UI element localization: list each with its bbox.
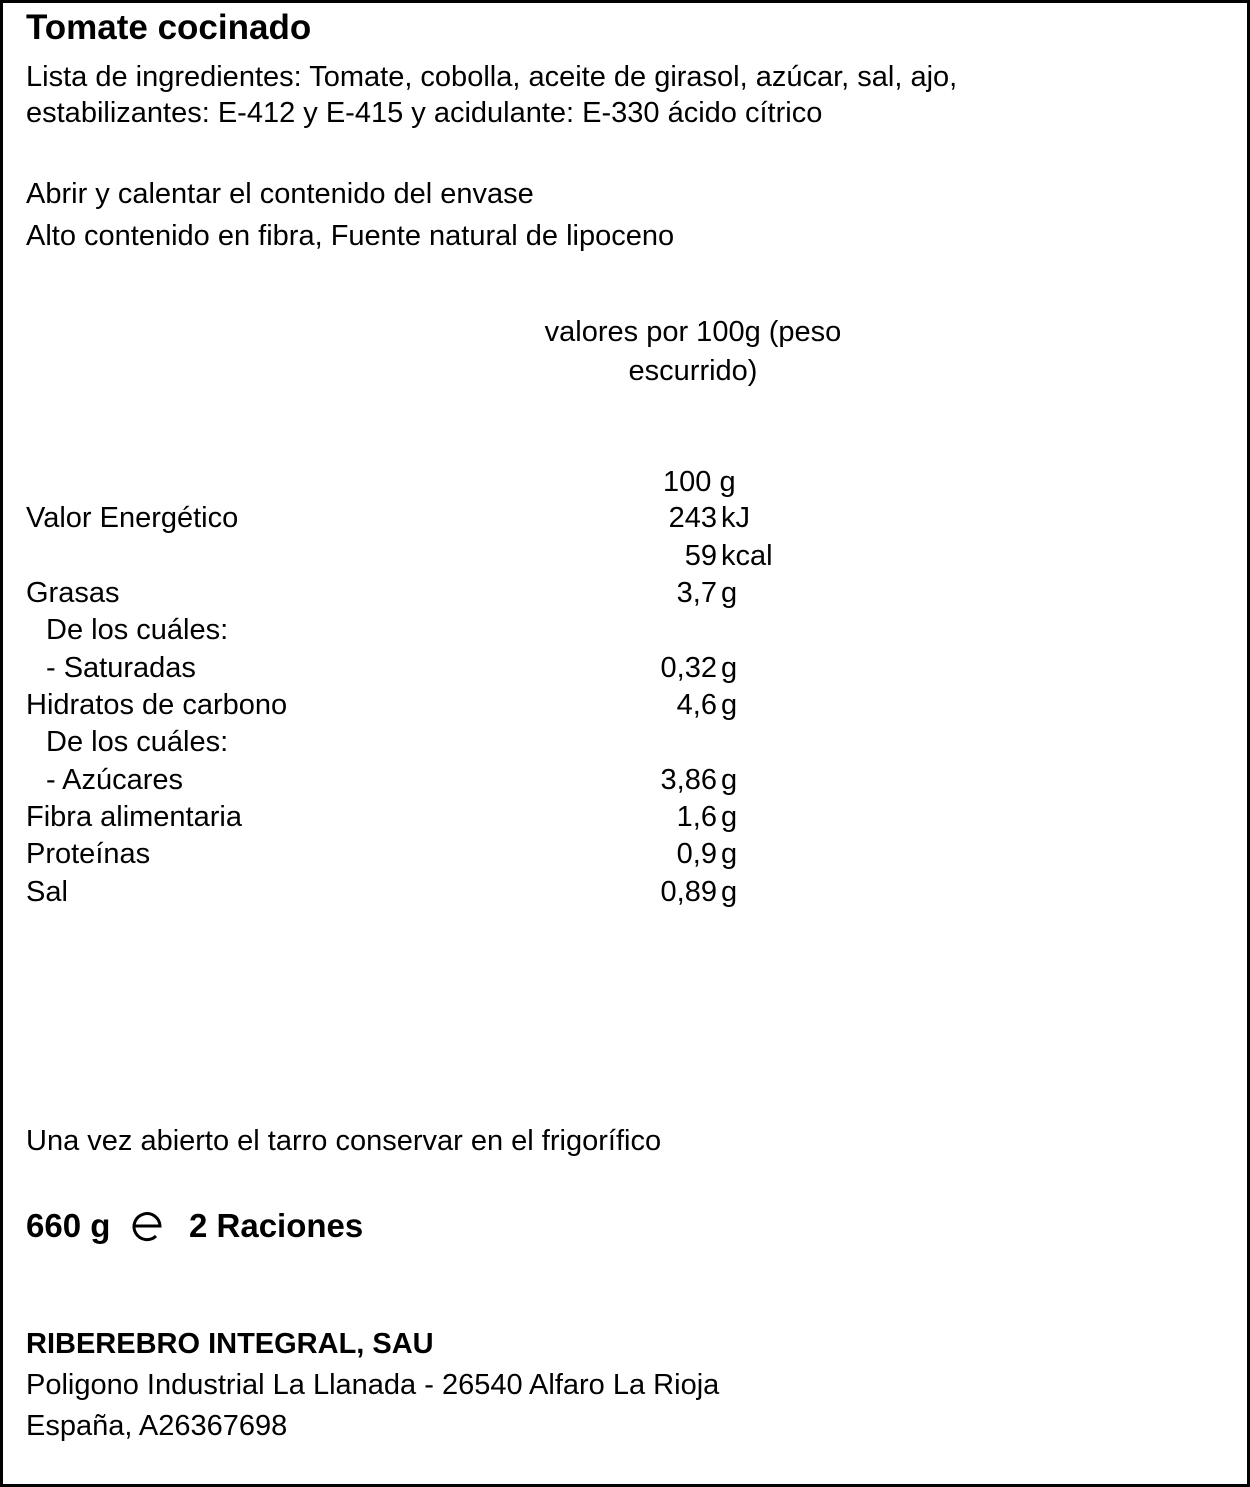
storage-instructions: Una vez abierto el tarro conservar en el frigorífico: [26, 1125, 662, 1157]
nutrition-header-line-1: valores por 100g (peso: [544, 316, 842, 348]
nutrition-claims: Alto contenido en fibra, Fuente natural de lipoceno: [26, 220, 675, 252]
energy-kj-unit: kJ: [721, 502, 750, 534]
energy-label: Valor Energético: [26, 502, 239, 534]
company-name: RIBEREBRO INTEGRAL, SAU: [26, 1328, 434, 1360]
nutrient-label: - Saturadas: [46, 652, 196, 684]
nutrient-value: 4,6: [676, 689, 717, 721]
nutrient-unit: g: [721, 652, 738, 684]
company-address: Poligono Industrial La Llanada - 26540 Alfaro La Rioja: [26, 1369, 720, 1401]
nutrient-unit: g: [721, 838, 738, 870]
energy-kcal-unit: kcal: [721, 540, 773, 572]
company-country-id: España, A26367698: [26, 1410, 288, 1442]
nutrient-value: 3,86: [660, 764, 717, 796]
nutrient-label: - Azúcares: [46, 764, 183, 796]
portion-size: 100 g: [663, 466, 736, 498]
nutrient-value: 0,9: [676, 838, 717, 870]
nutrient-value: 0,32: [660, 652, 717, 684]
preparation-instructions: Abrir y calentar el contenido del envase: [26, 178, 534, 210]
nutrient-label: Proteínas: [26, 838, 151, 870]
servings: 2 Raciones: [189, 1207, 364, 1244]
nutrient-value: 0,89: [660, 876, 717, 908]
nutrient-unit: g: [721, 577, 738, 609]
nutrient-value: 1,6: [676, 801, 717, 833]
nutrient-label: Fibra alimentaria: [26, 801, 242, 833]
nutrient-label: Grasas: [26, 577, 120, 609]
net-weight: 660 g: [26, 1207, 111, 1244]
energy-kcal-value: 59: [684, 540, 717, 572]
nutrient-label: Sal: [26, 876, 68, 908]
nutrient-unit: g: [721, 876, 738, 908]
nutrient-label: De los cuáles:: [46, 614, 229, 646]
product-title: Tomate cocinado: [26, 8, 312, 47]
energy-kj-value: 243: [668, 502, 717, 534]
ingredients-line-1: Lista de ingredientes: Tomate, cobolla, aceite de girasol, azúcar, sal, ajo,: [26, 61, 958, 93]
nutrition-header-line-2: escurrido): [628, 355, 758, 387]
estimated-sign-icon: [130, 1209, 166, 1243]
ingredients-line-2: estabilizantes: E-412 y E-415 y acidulante: E-330 ácido cítrico: [26, 97, 823, 129]
nutrient-unit: g: [721, 764, 738, 796]
nutrient-unit: g: [721, 689, 738, 721]
nutrient-value: 3,7: [676, 577, 717, 609]
nutrient-label: De los cuáles:: [46, 726, 229, 758]
nutrient-label: Hidratos de carbono: [26, 689, 288, 721]
nutrient-unit: g: [721, 801, 738, 833]
